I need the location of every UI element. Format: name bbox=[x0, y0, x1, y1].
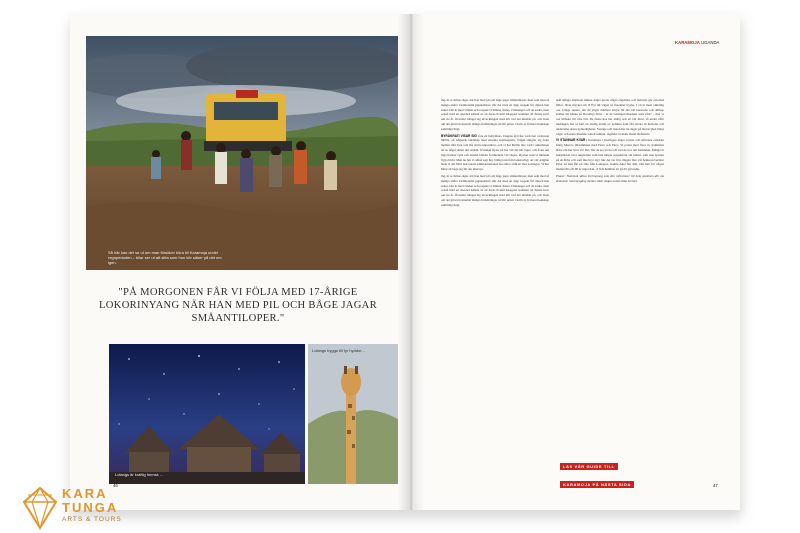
guide-callout[interactable] bbox=[560, 455, 658, 491]
article-column-2 bbox=[556, 98, 664, 448]
night-village-illustration bbox=[109, 344, 305, 484]
article-column-1 bbox=[441, 98, 549, 468]
article-paragraph: i Karamoja i ytterligare några veckor och utforskar området kring Moroto tillsammans med Peter och Theo. Vi prater med flera av stammens äldre om hur livet var förr, hur de ser på nu och vad de tror om framtiden. Många är bekymrade över ungdomar som inte längre respekterar sin kultur, som inte lyssnar på de äldre och som inte bryr sig i hur det var förr. Dagen före vår hemresa berättar Peter att han fått ett sms från Lomagos. Gamle Akol har dött. Om han var någon mellan 80 och 90 år säger han, vi fick hemlöst att gå dit på besök. bbox=[556, 138, 664, 172]
truck-mud-photo bbox=[86, 36, 398, 270]
logo-line-2: TUNGA bbox=[62, 500, 119, 515]
article-paragraph: ing, ni re Julius säger, när han med pil och båge jagar småantiloper, men som med så många andra traditionella jägekulturer slår det med en djup respekt för djuren han sökar. Det är med vinden och respekt vi lämnar Julies, Chenanget och de andra, men också med en oberörd känsla av att deras livsstil knappast kommer att finnas kvar om tio år. Översikt tränger sig utvecklingen med allt vad det innebär på, och även om det givetvis innebär många förbättringar så blir priset i form av förlorad kunskap samtidigt högt. bbox=[441, 98, 549, 131]
article-subhead: BYRÅKRATI VISAR SIG bbox=[441, 133, 477, 138]
section-region: UGANDA bbox=[701, 40, 720, 45]
kara-tunga-logo bbox=[22, 486, 142, 530]
section-header bbox=[675, 40, 719, 45]
logo-line-1: KARA bbox=[62, 486, 108, 501]
night-photo-caption: Lolangs är kraftig hemsk ... bbox=[115, 472, 164, 477]
giraffe-photo-caption: Lolangs byggs till fyr hyddor... bbox=[312, 348, 365, 353]
giraffe-photo bbox=[308, 344, 398, 484]
truck-photo-caption: Så här kan det se ut om man försöker köra till Karamoja under regnperioden – bilar ser ut att sitta som hon kör säker på det om igen. bbox=[108, 250, 222, 265]
left-page-number: 46 bbox=[113, 483, 118, 488]
right-page-number: 47 bbox=[713, 483, 718, 488]
diamond-logo-icon bbox=[22, 486, 58, 530]
left-page bbox=[70, 14, 410, 510]
truck-mud-illustration bbox=[86, 36, 398, 270]
article-italic-note: Planer: Nammok sättos Turimojang som den reflexioner till hela stammen allt via drömmar, hurumergång mellan söker skapa också olika turister. bbox=[556, 173, 664, 183]
giraffe-illustration bbox=[308, 344, 398, 484]
guide-callout-line-2: KARAMOJA PÅ NÄSTA SIDA bbox=[560, 481, 634, 488]
night-village-photo bbox=[109, 344, 305, 484]
pull-quote: "PÅ MORGONEN FÅR VI FÖLJA MED 17-ÅRIGE LOKORINYANG NÄR HAN MED PIL OCH BÅGE JAGAR SMÅANTILOPER." bbox=[99, 287, 377, 324]
guide-callout-line-1: LÄS VÅR GUIDE TILL bbox=[560, 463, 618, 470]
section-name: KARAMOJA bbox=[675, 40, 700, 45]
article-paragraph: vara ett heltymnas. Dagens nytt har varit den vackraste hittills, ett böljande landskap med enorma stenmagasin, Vägen slingrar sig fram mellan små byar och lite större köpcentrer, och vi har hittills inte varit i säkerheten att se något annat rätt snabbt. Kvinnan flyter på bra vid det här laget, och även om inga turister syns och antalet bilister fortfarande vid vägen, mycket som vi räknade flyga förbi. Men nu har vi alltså sagt hej, bildigt om från bokstavligt. Av sitt artighet hade vi det förbi den lokala administrationen hos nära i min ett mer Lomagos. Vi har hittat att bege sig till det intervju. bbox=[441, 133, 549, 172]
article-paragraph: ing, ni re Julius säger, när han med pil och båge jagar småantiloper, men som med så många andra traditionella jägekulturer slår det med en djup respekt för djuren han sökar. Det är med vinden och respekt vi lämnar Julies, Chenanget och de andra, men också med en oberörd känsla av att deras livsstil knappast kommer att finnas kvar om tio år. Översikt tränger sig utvecklingen med allt vad det innebär på, och även om det givetvis innebär många förbättringar så blir priset i form av förlorad kunskap samtidigt högt. bbox=[441, 173, 549, 207]
logo-tagline: ARTS & TOURS bbox=[62, 516, 122, 523]
spine-shadow bbox=[398, 14, 424, 510]
article-paragraph: skål många etterkom mäster några protar några engelska, och mötdret gör om med fällor. Jävla mycket om vi flyt till vägen av mackiter trycks. I ett är mest omkring oss. Länge senare, när de yngre männen börjar bli lite väl berusade och allihop krimer till känna på Dorothys bröst – är de verkligen likadana som våra? – drar vi oss tillbaka till våra tält. De flesta hos har aldrig sett ett tält förut, så under efter middagen har vi haft en stadig ström av nyfikna som fått sticka in huvudet och undersöka dessa nymodigheter. Sverige och resten har nu dagar på motorcykel längs vägar och utan rinnande vatten samma. Ägandet är mark bland invånarna. bbox=[556, 98, 664, 136]
article-subhead: VI STANNAR KVAR bbox=[556, 138, 586, 143]
